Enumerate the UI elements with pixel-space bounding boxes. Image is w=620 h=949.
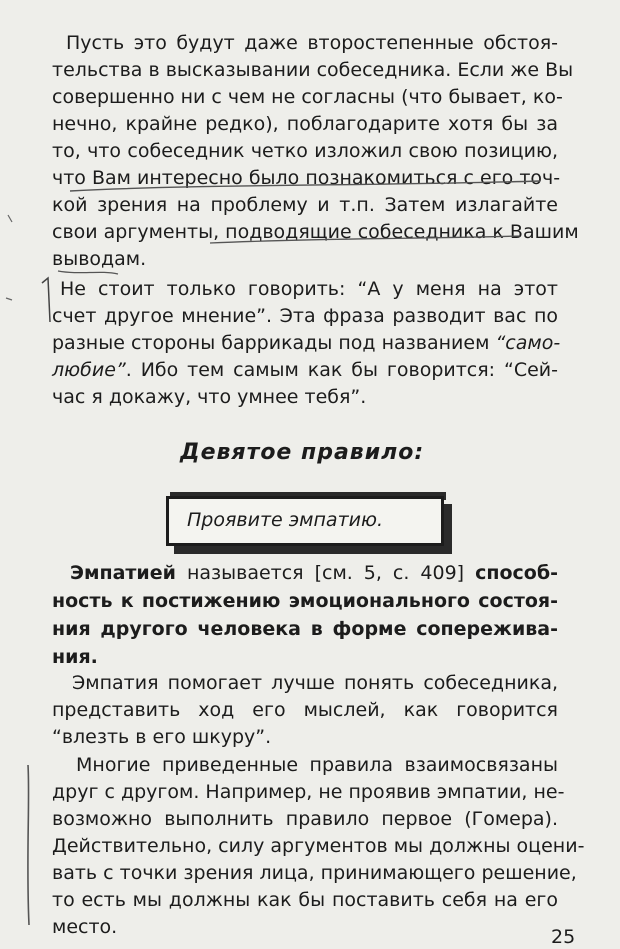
- underline-mark: [210, 236, 520, 243]
- text-span: . Ибо тем самым как бы говорится: “Сей-: [125, 359, 558, 381]
- bold-term: способ-: [475, 562, 558, 584]
- text-line: друг с другом. Например, не проявив эмпатии, не-: [52, 781, 565, 803]
- text-line: час я докажу, что умнее тебя”.: [52, 386, 367, 408]
- text-line: свои аргументы, подводящие собеседника к Вашим: [52, 221, 579, 243]
- text-line: ность к постижению эмоционального состоя-: [52, 590, 558, 612]
- text-line: Многие приведенные правила взаимосвязаны: [76, 754, 558, 776]
- text-line: ния.: [52, 646, 98, 668]
- text-line: возможно выполнить правило первое (Гомера).: [52, 808, 558, 830]
- margin-tick-mark: [8, 215, 12, 222]
- text-line: нечно, крайне редко), поблагодарите хотя бы за: [52, 113, 558, 135]
- margin-line-mark: [28, 765, 29, 925]
- rule-box-text: Проявите эмпатию.: [187, 509, 384, 531]
- italic-term: “само-: [495, 332, 561, 354]
- page-number: 25: [551, 926, 576, 948]
- text-line: кой зрения на проблему и т.п. Затем излагайте: [52, 194, 558, 216]
- underline-mark: [70, 181, 540, 191]
- text-line: вать с точки зрения лица, принимающего решение,: [52, 862, 577, 884]
- underline-mark: [58, 271, 118, 274]
- text-line: то, что собеседник четко изложил свою позицию,: [52, 140, 558, 162]
- text-line: Действительно, силу аргументов мы должны оцени-: [52, 835, 585, 857]
- text-line: “влезть в его шкуру”.: [52, 726, 272, 748]
- bold-term: Эмпатией: [70, 562, 176, 584]
- text-line: что Вам интересно было познакомиться с его точ-: [52, 167, 561, 189]
- text-line: счет другое мнение”. Эта фраза разводит вас по: [52, 305, 558, 327]
- text-line: представить ход его мыслей, как говорится: [52, 699, 558, 721]
- text-line: Эмпатия помогает лучше понять собеседника,: [72, 672, 558, 694]
- text-line: совершенно ни с чем не согласны (что бывает, ко-: [52, 86, 563, 108]
- bracket-mark: [42, 278, 50, 322]
- text-line: то есть мы должны как бы поставить себя на его: [52, 889, 558, 911]
- text-line: ния другого человека в форме сопережива-: [52, 618, 558, 640]
- italic-term: любие”: [52, 359, 126, 381]
- text-span: разные стороны баррикады под названием: [52, 332, 496, 354]
- text-span: называется [см. 5, с. 409]: [175, 562, 476, 584]
- text-line: Не стоит только говорить: “А у меня на этот: [60, 278, 558, 300]
- margin-tick-mark: [6, 298, 12, 300]
- text-line: место.: [52, 916, 118, 938]
- text-line: тельства в высказывании собеседника. Если же Вы: [52, 59, 574, 81]
- text-line: выводам.: [52, 248, 147, 270]
- text-line: Пусть это будут даже второстепенные обстоя-: [66, 32, 558, 54]
- section-heading: Девятое правило:: [180, 440, 425, 465]
